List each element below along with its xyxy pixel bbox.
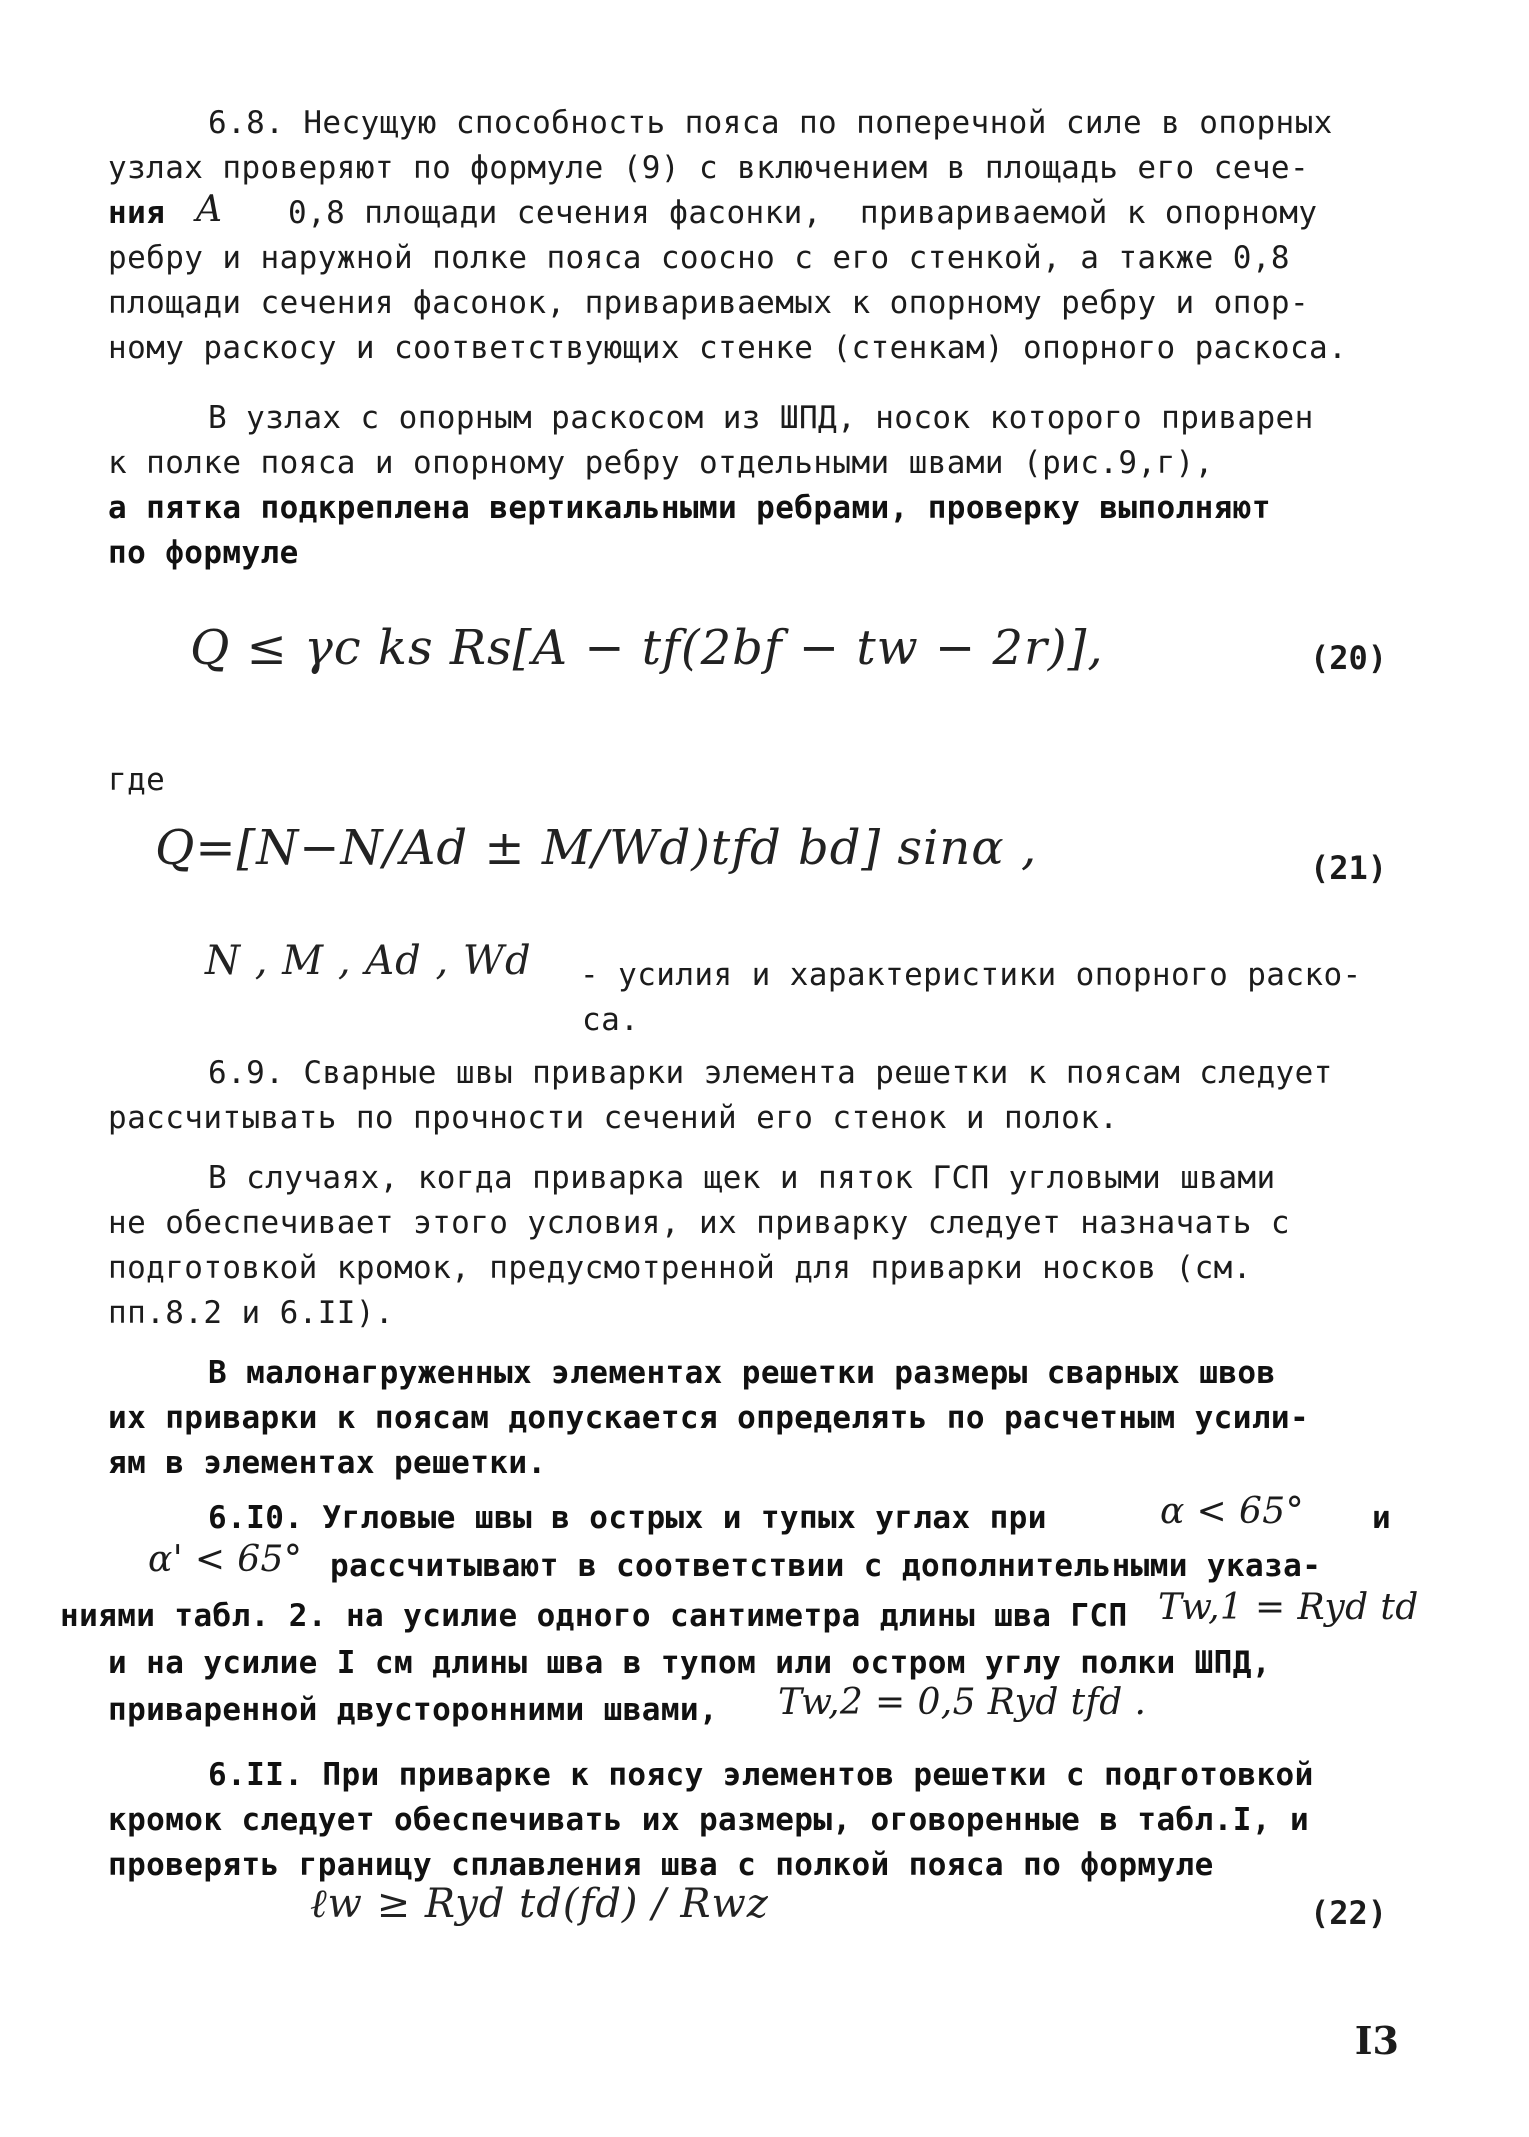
p68-line-3a: ния xyxy=(108,195,166,231)
pshpd-line-1: В узлах с опорным раскосом из ШПД, носок которого приварен xyxy=(208,400,1314,436)
pshpd-line-2: к полке пояса и опорному ребру отдельными швами (рис.9,г), xyxy=(108,445,1214,481)
plight-line-3: ям в элементах решетки. xyxy=(108,1445,547,1481)
alpha-condition-2: α' < 65° xyxy=(148,1539,303,1580)
legend-symbols: N , M , Ad , Wd xyxy=(205,938,532,984)
p68-line-3b: 0,8 площади сечения фасонки, привариваемой к опорному xyxy=(288,195,1318,231)
area-symbol: A xyxy=(196,189,223,230)
p610-line-3: ниями табл. 2. на усилие одного сантиметра длины шва ГСП xyxy=(60,1598,1128,1634)
p69-line-2: рассчитывать по прочности сечений его стенок и полок. xyxy=(108,1100,1119,1136)
pshpd-line-4: по формуле xyxy=(108,535,299,571)
p68-line-5: площади сечения фасонок, привариваемых к опорному ребру и опор- xyxy=(108,285,1310,321)
page-number: I3 xyxy=(1354,2018,1399,2063)
p610-line-5: приваренной двусторонними швами, xyxy=(108,1692,719,1728)
p68-line-2: узлах проверяют по формуле (9) с включением в площадь его сече- xyxy=(108,150,1310,186)
p611-line-3: проверять границу сплавления шва с полкой пояса по формуле xyxy=(108,1847,1214,1883)
formula-20: Q ≤ γc ks Rs[A − tf(2bf − tw − 2r)], xyxy=(190,620,1104,676)
formula-20-number: (20) xyxy=(1310,639,1388,677)
where-label: где xyxy=(108,762,166,798)
legend-text-2: са. xyxy=(582,1002,640,1038)
p68-line-4: ребру и наружной полке пояса соосно с его стенкой, а также 0,8 xyxy=(108,240,1290,276)
p610-line-1b: и xyxy=(1372,1500,1392,1536)
pgsp-line-2: не обеспечивает этого условия, их приварку следует назначать с xyxy=(108,1205,1290,1241)
alpha-condition-1: α < 65° xyxy=(1160,1491,1304,1532)
plight-line-1: В малонагруженных элементах решетки размеры сварных швов xyxy=(208,1355,1276,1391)
p611-line-1: 6.II. При приварке к поясу элементов решетки с подготовкой xyxy=(208,1757,1314,1793)
p68-line-1: 6.8. Несущую способность пояса по поперечной силе в опорных xyxy=(208,105,1333,141)
p610-line-1a: 6.I0. Угловые швы в острых и тупых углах при xyxy=(208,1500,1047,1536)
formula-22-number: (22) xyxy=(1310,1894,1388,1932)
formula-21-number: (21) xyxy=(1310,849,1388,887)
formula-21: Q=[N−N/Ad ± M/Wd)tfd bd] sinα , xyxy=(155,820,1038,876)
legend-text-1: - усилия и характеристики опорного раско- xyxy=(580,957,1362,993)
pshpd-line-3: а пятка подкреплена вертикальными ребрами, проверку выполняют xyxy=(108,490,1271,526)
p69-line-1: 6.9. Сварные швы приварки элемента решетки к поясам следует xyxy=(208,1055,1333,1091)
pgsp-line-1: В случаях, когда приварка щек и пяток ГСП угловыми швами xyxy=(208,1160,1276,1196)
p68-line-6: ному раскосу и соответствующих стенке (стенкам) опорного раскоса. xyxy=(108,330,1348,366)
plight-line-2: их приварки к поясам допускается определять по расчетным усили- xyxy=(108,1400,1310,1436)
p610-line-4: и на усилие I см длины шва в тупом или остром углу полки ШПД, xyxy=(108,1645,1271,1681)
p611-line-2: кромок следует обеспечивать их размеры, оговоренные в табл.I, и xyxy=(108,1802,1310,1838)
p610-line-2: рассчитывают в соответствии с дополнительными указа- xyxy=(330,1548,1322,1584)
pgsp-line-3: подготовкой кромок, предусмотренной для приварки носков (см. xyxy=(108,1250,1252,1286)
pgsp-line-4: пп.8.2 и 6.II). xyxy=(108,1295,394,1331)
tw1-formula: Tw,1 = Ryd td xyxy=(1158,1587,1419,1628)
formula-22: ℓw ≥ Ryd td(fd) / Rwz xyxy=(310,1881,769,1927)
tw2-formula: Tw,2 = 0,5 Ryd tfd . xyxy=(778,1682,1147,1723)
